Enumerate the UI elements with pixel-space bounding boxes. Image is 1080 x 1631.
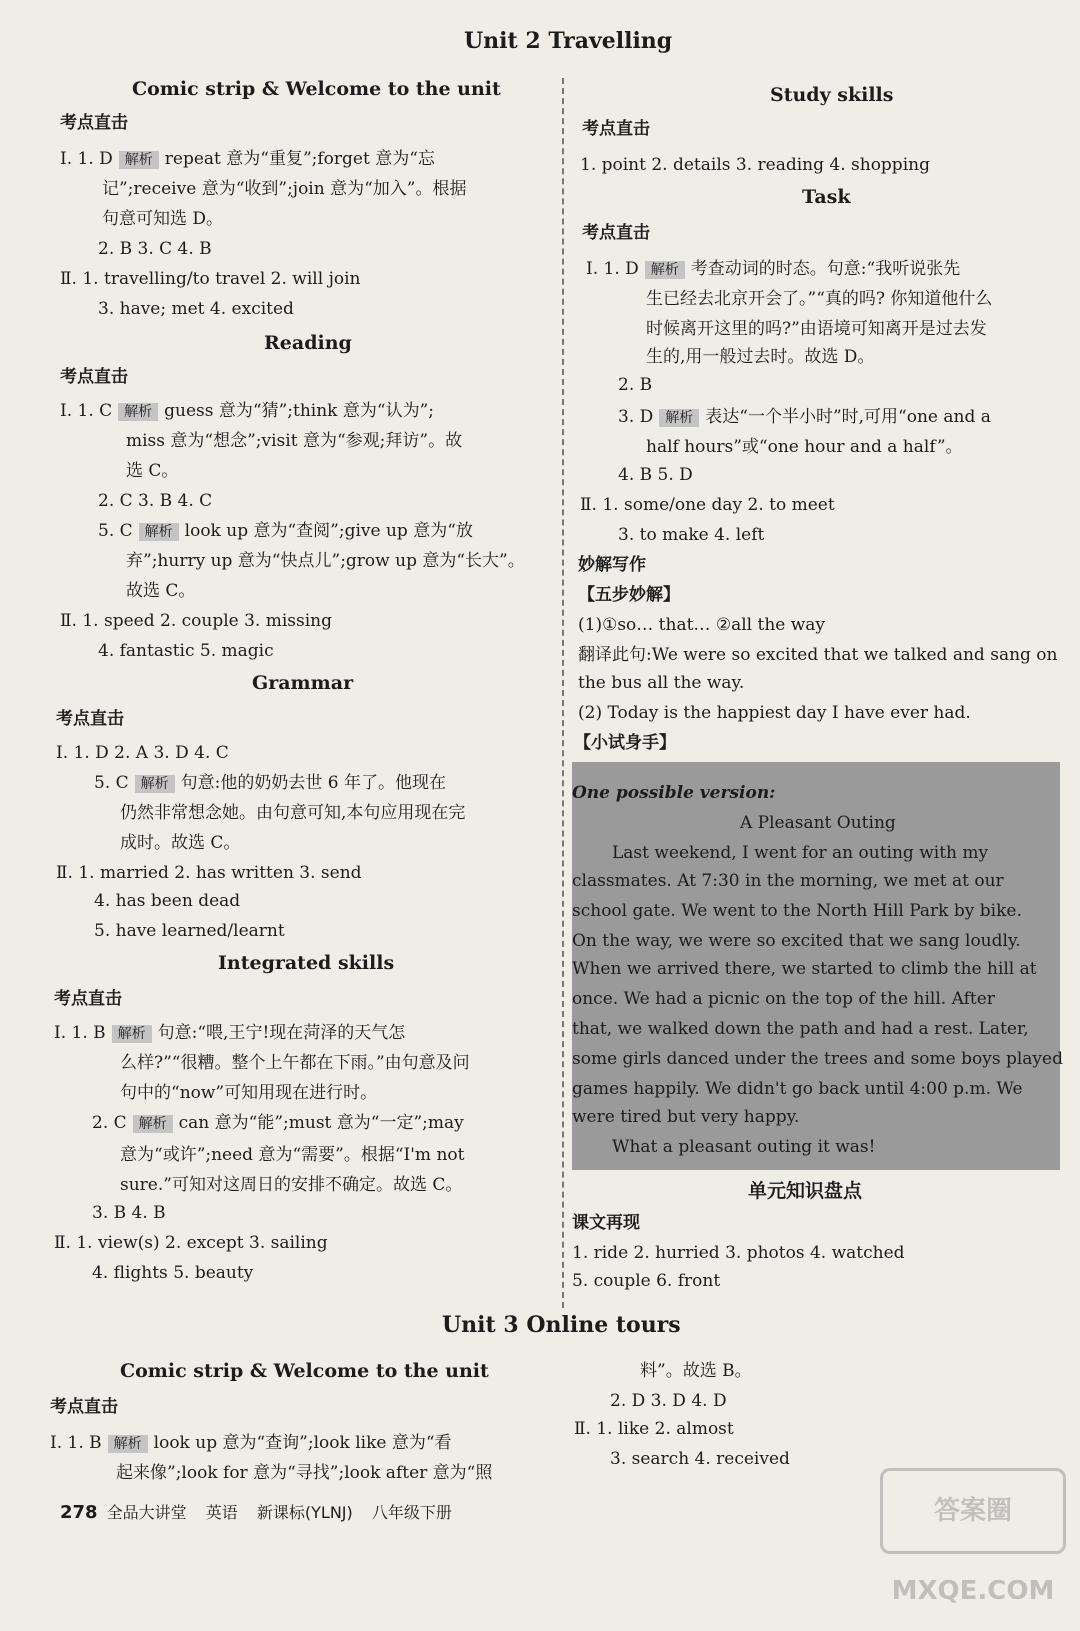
subject-name: 英语: [205, 1503, 238, 1522]
left-line-7: [98, 294, 294, 324]
analysis-tag: 解析: [108, 1435, 148, 1453]
right-line-16: [578, 580, 680, 610]
answer-text: One possible version:: [572, 783, 776, 803]
answer-text: 3. search 4. received: [610, 1449, 790, 1469]
left-line-15: [126, 546, 525, 576]
sample-essay-box: [572, 762, 1063, 1170]
left-line-22: [94, 768, 446, 798]
watermark-logo: 答案圈 MXQE.COM: [880, 1468, 1066, 1554]
answer-text: 3. to make 4. left: [618, 525, 765, 545]
analysis-tag: 解析: [659, 409, 699, 427]
left-line-17: [60, 606, 332, 636]
answer-text: 生已经去北京开会了。”“真的吗? 你知道他什么: [646, 289, 993, 309]
grade-name: 八年级下册: [371, 1503, 452, 1522]
answer-text: 3. have; met 4. excited: [98, 299, 294, 319]
answer-text: 1. ride 2. hurried 3. photos 4. watched: [572, 1243, 905, 1263]
left-line-33: [92, 1108, 464, 1138]
answer-text: 4. flights 5. beauty: [92, 1263, 254, 1283]
answer-text: 选 C。: [126, 461, 179, 481]
essay-line-2: [612, 838, 988, 868]
left-line-34: [120, 1140, 464, 1170]
left-line-19: [252, 668, 353, 698]
answer-text: 【小试身手】: [574, 733, 676, 753]
essay-line-8: [572, 1014, 1029, 1044]
answer-text: school gate. We went to the North Hill Park by bike.: [572, 901, 1022, 921]
answer-text: 句中的“now”可知用现在进行时。: [120, 1083, 378, 1103]
analysis-text: 考查动词的时态。句意:“我听说张先: [690, 259, 961, 279]
answer-text: 【五步妙解】: [578, 585, 680, 605]
right-line-29: [610, 1444, 790, 1474]
page-number: 278: [60, 1502, 98, 1523]
answer-text: Ⅱ. 1. like 2. almost: [574, 1419, 734, 1439]
right-line-0: [770, 80, 893, 110]
answer-text: were tired but very happy.: [572, 1107, 800, 1127]
answer-text: 考点直击: [582, 223, 650, 243]
analysis-tag: 解析: [133, 1115, 173, 1133]
right-line-21: [574, 728, 676, 758]
left-line-36: [92, 1198, 166, 1228]
answer-text: A Pleasant Outing: [740, 813, 896, 833]
left-line-25: [56, 858, 362, 888]
essay-line-3: [572, 866, 1004, 896]
right-line-22: [748, 1176, 862, 1206]
left-line-2: [60, 144, 435, 174]
answer-text: 3. D: [618, 407, 654, 427]
answer-text: (2) Today is the happiest day I have ever had.: [578, 703, 971, 723]
series-name: 全品大讲堂: [106, 1503, 187, 1522]
essay-line-7: [572, 984, 995, 1014]
right-line-19: [578, 668, 744, 698]
analysis-text: 句意:他的奶奶去世 6 年了。他现在: [180, 773, 446, 793]
right-line-5: [586, 254, 960, 284]
left-line-24: [120, 828, 240, 858]
left-line-39: [120, 1356, 489, 1386]
answer-text: 仍然非常想念她。由句意可知,本句应用现在完: [120, 803, 466, 823]
answer-text: once. We had a picnic on the top of the hill. After: [572, 989, 995, 1009]
essay-line-9: [572, 1044, 1063, 1074]
answer-text: Ⅱ. 1. married 2. has written 3. send: [56, 863, 362, 883]
left-line-29: [54, 984, 122, 1014]
essay-line-1: [740, 808, 896, 838]
right-line-18: [578, 640, 1058, 670]
right-line-2: [580, 150, 930, 180]
analysis-text: guess 意为“猜”;think 意为“认为”;: [164, 401, 434, 421]
answer-text: 2. B 3. C 4. B: [98, 239, 212, 259]
answer-text: 5. C: [98, 521, 133, 541]
left-line-0: [132, 74, 501, 104]
page-footer: [60, 1500, 466, 1523]
left-line-5: [98, 234, 212, 264]
answer-text: 时候离开这里的吗?”由语境可知离开是过去发: [646, 319, 987, 339]
answer-text: Ⅰ. 1. D: [60, 149, 113, 169]
right-line-12: [618, 460, 693, 490]
left-line-30: [54, 1018, 405, 1048]
left-line-28: [218, 948, 394, 978]
answer-text: Ⅱ. 1. view(s) 2. except 3. sailing: [54, 1233, 328, 1253]
analysis-tag: 解析: [135, 775, 175, 793]
right-line-26: [640, 1356, 752, 1386]
answer-text: Study skills: [770, 84, 894, 106]
answer-text: 故选 C。: [126, 581, 196, 601]
essay-line-0: [572, 778, 775, 808]
answer-text: Reading: [264, 332, 352, 354]
answer-text: 5. C: [94, 773, 129, 793]
essay-line-12: [612, 1132, 876, 1162]
answer-text: 课文再现: [572, 1213, 640, 1233]
answer-text: 2. D 3. D 4. D: [610, 1391, 727, 1411]
left-line-20: [56, 704, 124, 734]
essay-line-5: [572, 926, 1021, 956]
answer-text: 考点直击: [56, 709, 124, 729]
left-line-10: [60, 396, 434, 426]
answer-text: 成时。故选 C。: [120, 833, 241, 853]
answer-text: 单元知识盘点: [748, 1180, 863, 1202]
answer-text: classmates. At 7:30 in the morning, we met at our: [572, 871, 1004, 891]
right-line-20: [578, 698, 971, 728]
answer-text: 考点直击: [54, 989, 122, 1009]
right-line-4: [582, 218, 650, 248]
answer-text: 3. B 4. B: [92, 1203, 166, 1223]
analysis-tag: 解析: [119, 151, 159, 169]
left-line-38: [92, 1258, 253, 1288]
analysis-text: look up 意为“查阅”;give up 意为“放: [184, 521, 473, 541]
left-line-4: [102, 204, 223, 234]
answer-text: Task: [802, 186, 851, 208]
answer-text: 2. B: [618, 375, 653, 395]
answer-text: On the way, we were so excited that we sang loudly.: [572, 931, 1021, 951]
left-line-31: [120, 1048, 470, 1078]
answer-text: Integrated skills: [218, 952, 395, 974]
right-line-23: [572, 1208, 640, 1238]
unit2-title: Unit 2 Travelling: [464, 28, 673, 54]
answer-text: Ⅰ. 1. B: [50, 1433, 102, 1453]
analysis-tag: 解析: [112, 1025, 152, 1043]
analysis-text: look up 意为“查询”;look like 意为“看: [153, 1433, 452, 1453]
answer-text: 记”;receive 意为“收到”;join 意为“加入”。根据: [102, 179, 467, 199]
answer-text: 么样?”“很糟。整个上午都在下雨。”由句意及问: [120, 1053, 470, 1073]
answer-text: 2. C: [92, 1113, 127, 1133]
answer-text: 翻译此句:We were so excited that we talked and sang on: [578, 645, 1058, 665]
answer-text: 5. couple 6. front: [572, 1271, 721, 1291]
right-line-17: [578, 610, 825, 640]
unit3-title: Unit 3 Online tours: [442, 1312, 681, 1338]
right-line-25: [572, 1266, 720, 1296]
left-line-16: [126, 576, 195, 606]
answer-text: 2. C 3. B 4. C: [98, 491, 213, 511]
left-line-42: [116, 1458, 492, 1488]
answer-text: 生的,用一般过去时。故选 D。: [646, 347, 875, 367]
answer-text: 5. have learned/learnt: [94, 921, 285, 941]
analysis-text: repeat 意为“重复”;forget 意为“忘: [164, 149, 435, 169]
answer-text: Last weekend, I went for an outing with my: [612, 843, 989, 863]
answer-text: Comic strip & Welcome to the unit: [132, 78, 501, 100]
answer-text: Ⅰ. 1. D 2. A 3. D 4. C: [56, 743, 229, 763]
answer-text: half hours”或“one hour and a half”。: [646, 437, 963, 457]
right-line-8: [646, 342, 874, 372]
analysis-text: can 意为“能”;must 意为“一定”;may: [178, 1113, 464, 1133]
answer-text: 考点直击: [60, 367, 128, 387]
answer-text: that, we walked down the path and had a rest. Later,: [572, 1019, 1029, 1039]
answer-text: Ⅰ. 1. B: [54, 1023, 106, 1043]
answer-text: miss 意为“想念”;visit 意为“参观;拜访”。故: [126, 431, 463, 451]
right-line-11: [646, 432, 963, 462]
left-line-3: [102, 174, 466, 204]
answer-text: 4. fantastic 5. magic: [98, 641, 274, 661]
answer-text: 意为“或许”;need 意为“需要”。根据“I'm not: [120, 1145, 465, 1165]
answer-text: 考点直击: [582, 119, 650, 139]
answer-text: Comic strip & Welcome to the unit: [120, 1360, 489, 1382]
essay-line-6: [572, 954, 1037, 984]
divider-line: [562, 78, 564, 1308]
answer-text: 1. point 2. details 3. reading 4. shopping: [580, 155, 930, 175]
left-line-41: [50, 1428, 452, 1458]
left-line-32: [120, 1078, 377, 1108]
analysis-text: 表达“一个半小时”时,可用“one and a: [705, 407, 991, 427]
answer-text: 4. B 5. D: [618, 465, 693, 485]
essay-line-10: [572, 1074, 1023, 1104]
essay-line-11: [572, 1102, 799, 1132]
right-line-13: [580, 490, 835, 520]
answer-text: 弃”;hurry up 意为“快点儿”;grow up 意为“长大”。: [126, 551, 525, 571]
right-line-7: [646, 314, 987, 344]
answer-text: 起来像”;look for 意为“寻找”;look after 意为“照: [116, 1463, 493, 1483]
answer-text: Ⅱ. 1. some/one day 2. to meet: [580, 495, 835, 515]
right-line-24: [572, 1238, 905, 1268]
answer-text: Ⅱ. 1. travelling/to travel 2. will join: [60, 269, 361, 289]
answer-text: the bus all the way.: [578, 673, 745, 693]
left-line-40: [50, 1392, 118, 1422]
left-line-18: [98, 636, 274, 666]
right-line-10: [618, 402, 991, 432]
left-line-37: [54, 1228, 328, 1258]
right-line-3: [802, 182, 851, 212]
answer-text: games happily. We didn't go back until 4:00 p.m. We: [572, 1079, 1023, 1099]
answer-text: Ⅰ. 1. C: [60, 401, 113, 421]
answer-text: some girls danced under the trees and some boys played: [572, 1049, 1063, 1069]
left-line-8: [264, 328, 352, 358]
answer-text: (1)①so… that… ②all the way: [578, 615, 826, 635]
answer-text: Grammar: [252, 672, 354, 694]
answer-text: 考点直击: [50, 1397, 118, 1417]
left-line-23: [120, 798, 465, 828]
answer-text: sure.”可知对这周日的安排不确定。故选 C。: [120, 1175, 463, 1195]
analysis-tag: 解析: [139, 523, 179, 541]
answer-text: When we arrived there, we started to climb the hill at: [572, 959, 1037, 979]
left-line-6: [60, 264, 360, 294]
answer-text: 4. has been dead: [94, 891, 241, 911]
answer-text: 句意可知选 D。: [102, 209, 224, 229]
left-line-26: [94, 886, 240, 916]
left-line-21: [56, 738, 229, 768]
analysis-tag: 解析: [118, 403, 158, 421]
left-line-27: [94, 916, 285, 946]
answer-text: Ⅱ. 1. speed 2. couple 3. missing: [60, 611, 333, 631]
answer-text: 考点直击: [60, 113, 128, 133]
left-line-14: [98, 516, 473, 546]
left-line-1: [60, 108, 128, 138]
analysis-tag: 解析: [645, 261, 685, 279]
right-line-6: [646, 284, 992, 314]
answer-text: What a pleasant outing it was!: [612, 1137, 876, 1157]
right-line-27: [610, 1386, 727, 1416]
left-line-13: [98, 486, 212, 516]
right-line-14: [618, 520, 764, 550]
essay-line-4: [572, 896, 1022, 926]
answer-text: 料”。故选 B。: [640, 1361, 752, 1381]
right-line-9: [618, 370, 652, 400]
edition-name: 新课标(YLNJ): [256, 1503, 353, 1522]
left-line-11: [126, 426, 462, 456]
left-line-12: [126, 456, 178, 486]
right-line-15: [578, 550, 646, 580]
left-line-9: [60, 362, 128, 392]
left-line-35: [120, 1170, 462, 1200]
analysis-text: 句意:“喂,王宁!现在菏泽的天气怎: [157, 1023, 406, 1043]
right-line-28: [574, 1414, 734, 1444]
answer-text: 妙解写作: [578, 555, 646, 575]
answer-text: Ⅰ. 1. D: [586, 259, 639, 279]
right-line-1: [582, 114, 650, 144]
